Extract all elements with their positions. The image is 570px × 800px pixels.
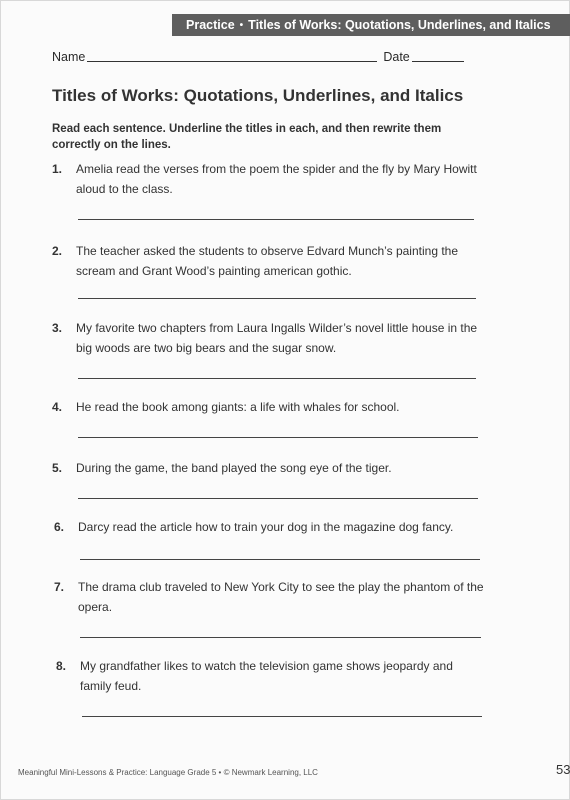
question-item <box>52 242 482 281</box>
answer-line[interactable] <box>82 716 482 717</box>
header-topic: Titles of Works: Quotations, Underlines, and Italics <box>248 18 551 32</box>
question-text: My grandfather likes to watch the television game shows jeopardy and family feud. <box>80 659 453 693</box>
question-text: He read the book among giants: a life with whales for school. <box>76 400 400 414</box>
directions: Read each sentence. Underline the titles in each, and then rewrite them correctly on the lines. <box>52 123 442 151</box>
question-text: Amelia read the verses from the poem the spider and the fly by Mary Howitt aloud to the class. <box>76 162 477 196</box>
question-number: 6. <box>54 520 65 534</box>
question-item <box>54 578 484 617</box>
header-separator: • <box>239 19 244 31</box>
header-section: Practice <box>186 18 235 32</box>
answer-line[interactable] <box>78 437 478 438</box>
name-label: Name <box>52 50 86 64</box>
page-title: Titles of Works: Quotations, Underlines, and Italics <box>52 86 464 105</box>
answer-line[interactable] <box>80 559 480 560</box>
name-field[interactable] <box>87 60 377 62</box>
question-item <box>52 398 482 418</box>
answer-line[interactable] <box>78 498 478 499</box>
answer-line[interactable] <box>78 298 476 299</box>
question-text: The teacher asked the students to observe Edvard Munch’s painting the scream and Grant Wood’s painting american gothic. <box>76 244 459 278</box>
answer-line[interactable] <box>78 219 474 220</box>
question-item <box>54 518 484 538</box>
question-number: 2. <box>52 244 63 258</box>
question-number: 3. <box>52 321 63 335</box>
question-text: Darcy read the article how to train your dog in the magazine dog fancy. <box>78 520 454 534</box>
question-number: 4. <box>52 400 63 414</box>
question-text: The drama club traveled to New York City to see the play the phantom of the opera. <box>78 580 484 614</box>
question-item <box>52 160 482 199</box>
question-number: 5. <box>52 461 63 475</box>
question-text: During the game, the band played the song eye of the tiger. <box>76 461 392 475</box>
question-item <box>52 459 482 479</box>
question-number: 8. <box>56 659 67 673</box>
name-date-row <box>52 50 472 64</box>
question-item <box>56 657 486 696</box>
question-item <box>52 319 482 358</box>
answer-line[interactable] <box>80 637 481 638</box>
date-label: Date <box>383 50 410 64</box>
header-banner <box>172 14 570 36</box>
question-number: 7. <box>54 580 65 594</box>
footer-credit: Meaningful Mini-Lessons & Practice: Language Grade 5 • © Newmark Learning, LLC <box>18 768 318 777</box>
question-text: My favorite two chapters from Laura Ingalls Wilder’s novel little house in the big woods are two big bears and the sugar snow. <box>76 321 478 355</box>
answer-line[interactable] <box>78 378 476 379</box>
question-number: 1. <box>52 162 63 176</box>
page-number: 53 <box>556 762 570 777</box>
date-field[interactable] <box>412 60 464 62</box>
